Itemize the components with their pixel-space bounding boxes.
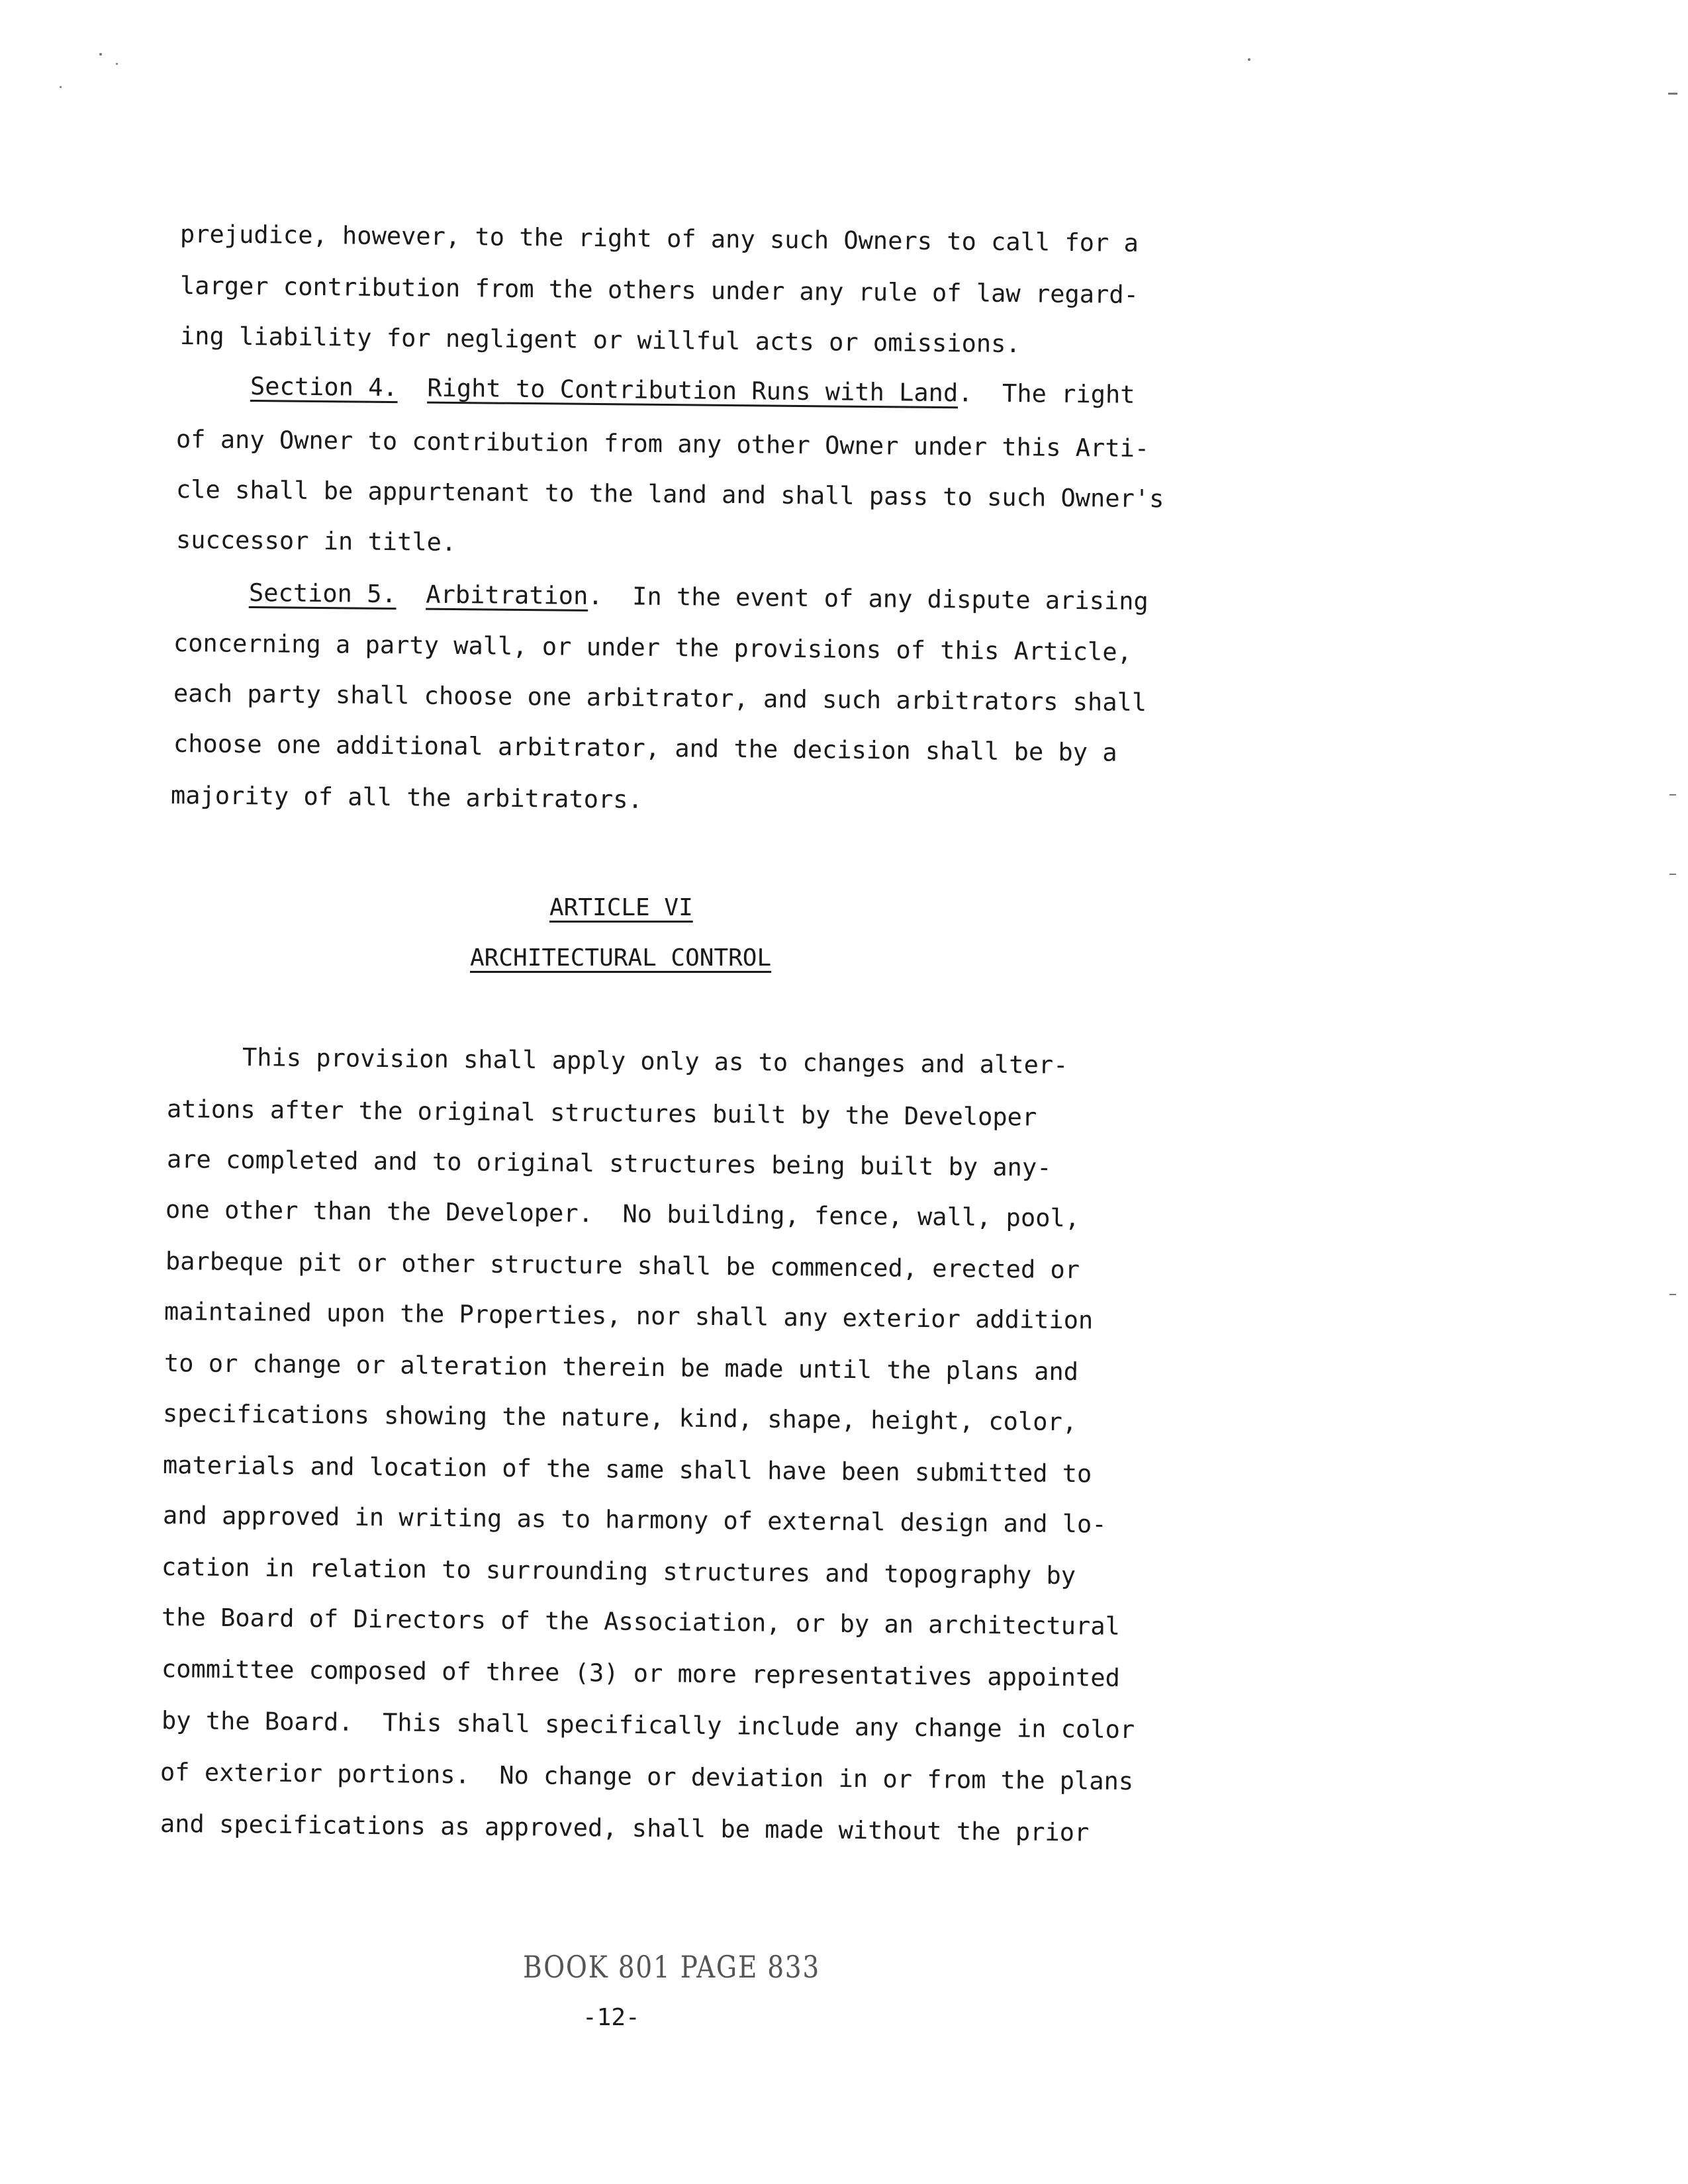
scan-speck	[1668, 93, 1677, 95]
body-line: and approved in writing as to harmony of external design and lo-	[162, 1501, 1107, 1539]
section-5-heading-line	[249, 577, 1149, 617]
section-5-label: Section 5.	[248, 578, 397, 609]
book-page-stamp: BOOK 801 PAGE 833	[523, 1949, 820, 1985]
body-line: specifications showing the nature, kind, shape, height, color,	[162, 1399, 1078, 1437]
paragraph-line: prejudice, however, to the right of any such Owners to call for a	[179, 220, 1139, 257]
scan-speck	[60, 86, 62, 88]
body-line: This provision shall apply only as to changes and alter-	[242, 1043, 1068, 1079]
body-line: and specifications as approved, shall be made without the prior	[160, 1809, 1090, 1847]
body-line: by the Board. This shall specifically include any change in color	[161, 1706, 1135, 1745]
body-line: cation in relation to surrounding structures and topography by	[161, 1553, 1076, 1590]
body-line: one other than the Developer. No building, fence, wall, pool,	[165, 1195, 1080, 1233]
body-line: are completed and to original structures being built by any-	[166, 1145, 1052, 1182]
scan-speck	[1248, 58, 1250, 61]
paragraph-line: larger contribution from the others under any rule of law regard-	[179, 271, 1139, 309]
paragraph-line: choose one additional arbitrator, and the decision shall be by a	[173, 729, 1117, 767]
section-5-title: Arbitration	[426, 580, 588, 610]
paragraph-line: successor in title.	[175, 525, 457, 557]
body-line: ations after the original structures built by the Developer	[166, 1095, 1037, 1132]
article-title: ARCHITECTURAL CONTROL	[470, 944, 772, 972]
scan-speck	[116, 63, 118, 65]
paragraph-line: ing liability for negligent or willful acts or omissions.	[179, 322, 1021, 359]
section-4-title: Right to Contribution Runs with Land	[427, 373, 959, 408]
page-number: -12-	[583, 2004, 640, 2031]
body-line: of exterior portions. No change or deviation in or from the plans	[160, 1758, 1134, 1796]
section-4-heading-line	[250, 371, 1135, 411]
scan-speck	[99, 53, 102, 56]
section-4-label: Section 4.	[250, 372, 398, 402]
scan-speck	[1669, 1294, 1676, 1295]
scan-speck	[1669, 874, 1676, 875]
body-line: barbeque pit or other structure shall be commenced, erected or	[165, 1247, 1080, 1285]
paragraph-line: each party shall choose one arbitrator, and such arbitrators shall	[173, 679, 1147, 717]
body-line: the Board of Directors of the Association, or by an architectural	[161, 1603, 1121, 1641]
section-5-lead-text: . In the event of any dispute arising	[588, 581, 1149, 616]
paragraph-line: cle shall be appurtenant to the land and shall pass to such Owner's	[175, 475, 1164, 514]
body-line: to or change or alteration therein be made until the plans and	[164, 1349, 1079, 1387]
paragraph-line: of any Owner to contribution from any other Owner under this Arti-	[175, 425, 1150, 463]
paragraph-line: majority of all the arbitrators.	[170, 781, 643, 814]
article-number: ARTICLE VI	[549, 894, 693, 921]
scan-speck	[1669, 794, 1676, 796]
section-4-lead-text: . The right	[958, 379, 1135, 409]
paragraph-line: concerning a party wall, or under the provisions of this Article,	[173, 629, 1133, 666]
body-line: maintained upon the Properties, nor shall any exterior addition	[164, 1297, 1094, 1335]
body-line: materials and location of the same shall have been submitted to	[162, 1451, 1092, 1488]
body-line: committee composed of three (3) or more representatives appointed	[161, 1655, 1121, 1692]
